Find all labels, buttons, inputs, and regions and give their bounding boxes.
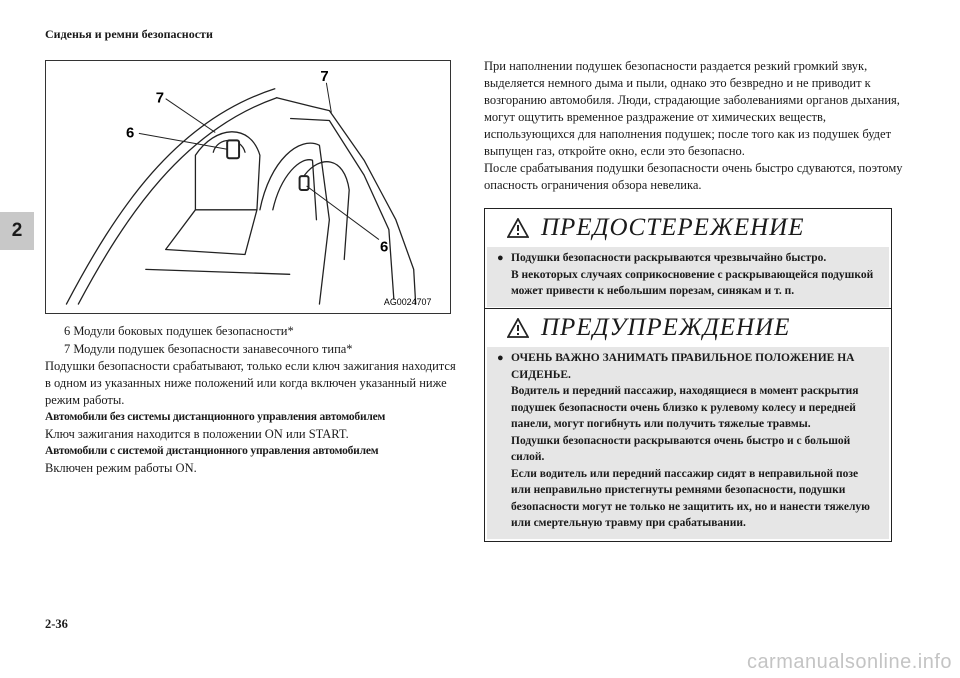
warning-title: ПРЕДУПРЕЖДЕНИЕ <box>541 314 791 341</box>
roof-line-outer <box>66 89 274 304</box>
right-paragraph-1: При наполнении подушек безопасности раздается резкий громкий звук, выделяется немного дыма и пыли, однако это безвредно и не приводит к возгоранию автомобиля. Люди, страдающие заболеваниями органов дыхания, могут ощутить временное раздражение от химических веществ, использующихся для наполнения подушек; после того как из подушек будет выпущен газ, откройте окно, если это безопасно. <box>484 59 900 158</box>
bullet-icon: ● <box>497 352 504 364</box>
right-paragraph-2: После срабатывания подушки безопасности очень быстро сдуваются, поэтому опасность ограничения обзора невелика. <box>484 161 903 192</box>
caution-header <box>485 209 891 247</box>
warning-triangle-icon <box>507 218 529 238</box>
subheading-without-remote: Автомобили без системы дистанционного управления автомобилем <box>45 411 386 423</box>
callout-6-left: 6 <box>125 125 135 142</box>
watermark: carmanualsonline.info <box>746 651 952 673</box>
caution-title: ПРЕДОСТЕРЕЖЕНИЕ <box>541 214 805 241</box>
warning-paragraph-2: Подушки безопасности раскрываются очень быстро и с большой силой. <box>511 434 851 463</box>
leader-7b <box>326 83 331 113</box>
warning-box <box>484 308 892 542</box>
caution-box <box>484 208 892 310</box>
legend-item-6: 6 Модули боковых подушек безопасности* <box>64 324 294 338</box>
page-number: 2-36 <box>45 617 68 631</box>
caution-body <box>487 247 889 307</box>
intro-paragraph: Подушки безопасности срабатывают, только если ключ зажигания находится в одном из указанных ниже положений или когда включен указанный ниже режим работы. <box>45 359 456 407</box>
left-body-text <box>45 358 463 477</box>
caution-line-2: В некоторых случаях соприкосновение с раскрывающейся подушкой может привести к небольшим порезам, синякам и т. п. <box>511 268 874 297</box>
page-header-title: Сиденья и ремни безопасности <box>45 27 213 41</box>
airbag-diagram <box>46 61 450 313</box>
rear-door-frame <box>277 98 416 304</box>
caution-line-1: Подушки безопасности раскрываются чрезвычайно быстро. <box>511 252 827 264</box>
side-airbag-front <box>227 140 239 158</box>
warning-paragraph-3: Если водитель или передний пассажир сидят в неправильной позе или неправильно пристегнуты ремнями безопасности, подушки безопасности могут не только не защитить их, но и нанести тяжелую или смертельную травму при срабатывании. <box>511 467 870 529</box>
leader-7a <box>166 99 216 133</box>
warning-body <box>487 347 889 539</box>
subheading-with-remote: Автомобили с системой дистанционного управления автомобилем <box>45 445 379 457</box>
leader-6b <box>307 186 379 240</box>
leader-6a <box>139 133 227 149</box>
warning-paragraph-1: Водитель и передний пассажир, находящиеся в момент раскрытия подушек безопасности очень близко к рулевому колесу и передней панели, могут погибнуть или получить тяжелые травмы. <box>511 385 859 430</box>
bullet-icon: ● <box>497 252 504 264</box>
chapter-tab: 2 <box>0 212 34 250</box>
callout-6-right: 6 <box>379 239 389 256</box>
figure-code: AG0024707 <box>383 297 432 308</box>
warning-heading: ОЧЕНЬ ВАЖНО ЗАНИМАТЬ ПРАВИЛЬНОЕ ПОЛОЖЕНИЕ НА СИДЕНЬЕ. <box>511 352 855 381</box>
callout-7-right: 7 <box>320 68 329 85</box>
warning-triangle-icon <box>507 318 529 338</box>
text-without-remote: Ключ зажигания находится в положении ON или START. <box>45 427 349 441</box>
text-with-remote: Включен режим работы ON. <box>45 461 197 475</box>
legend-item-7: 7 Модули подушек безопасности занавесочного типа* <box>64 342 353 356</box>
right-body-text <box>484 58 904 194</box>
warning-header <box>485 309 891 347</box>
side-airbag-rear <box>300 176 309 190</box>
rear-window <box>291 119 394 300</box>
floor-line <box>146 269 290 274</box>
front-seat-cushion <box>166 210 257 255</box>
figure-legend <box>64 322 353 358</box>
callout-7-left: 7 <box>155 90 165 107</box>
airbag-illustration <box>45 60 451 314</box>
